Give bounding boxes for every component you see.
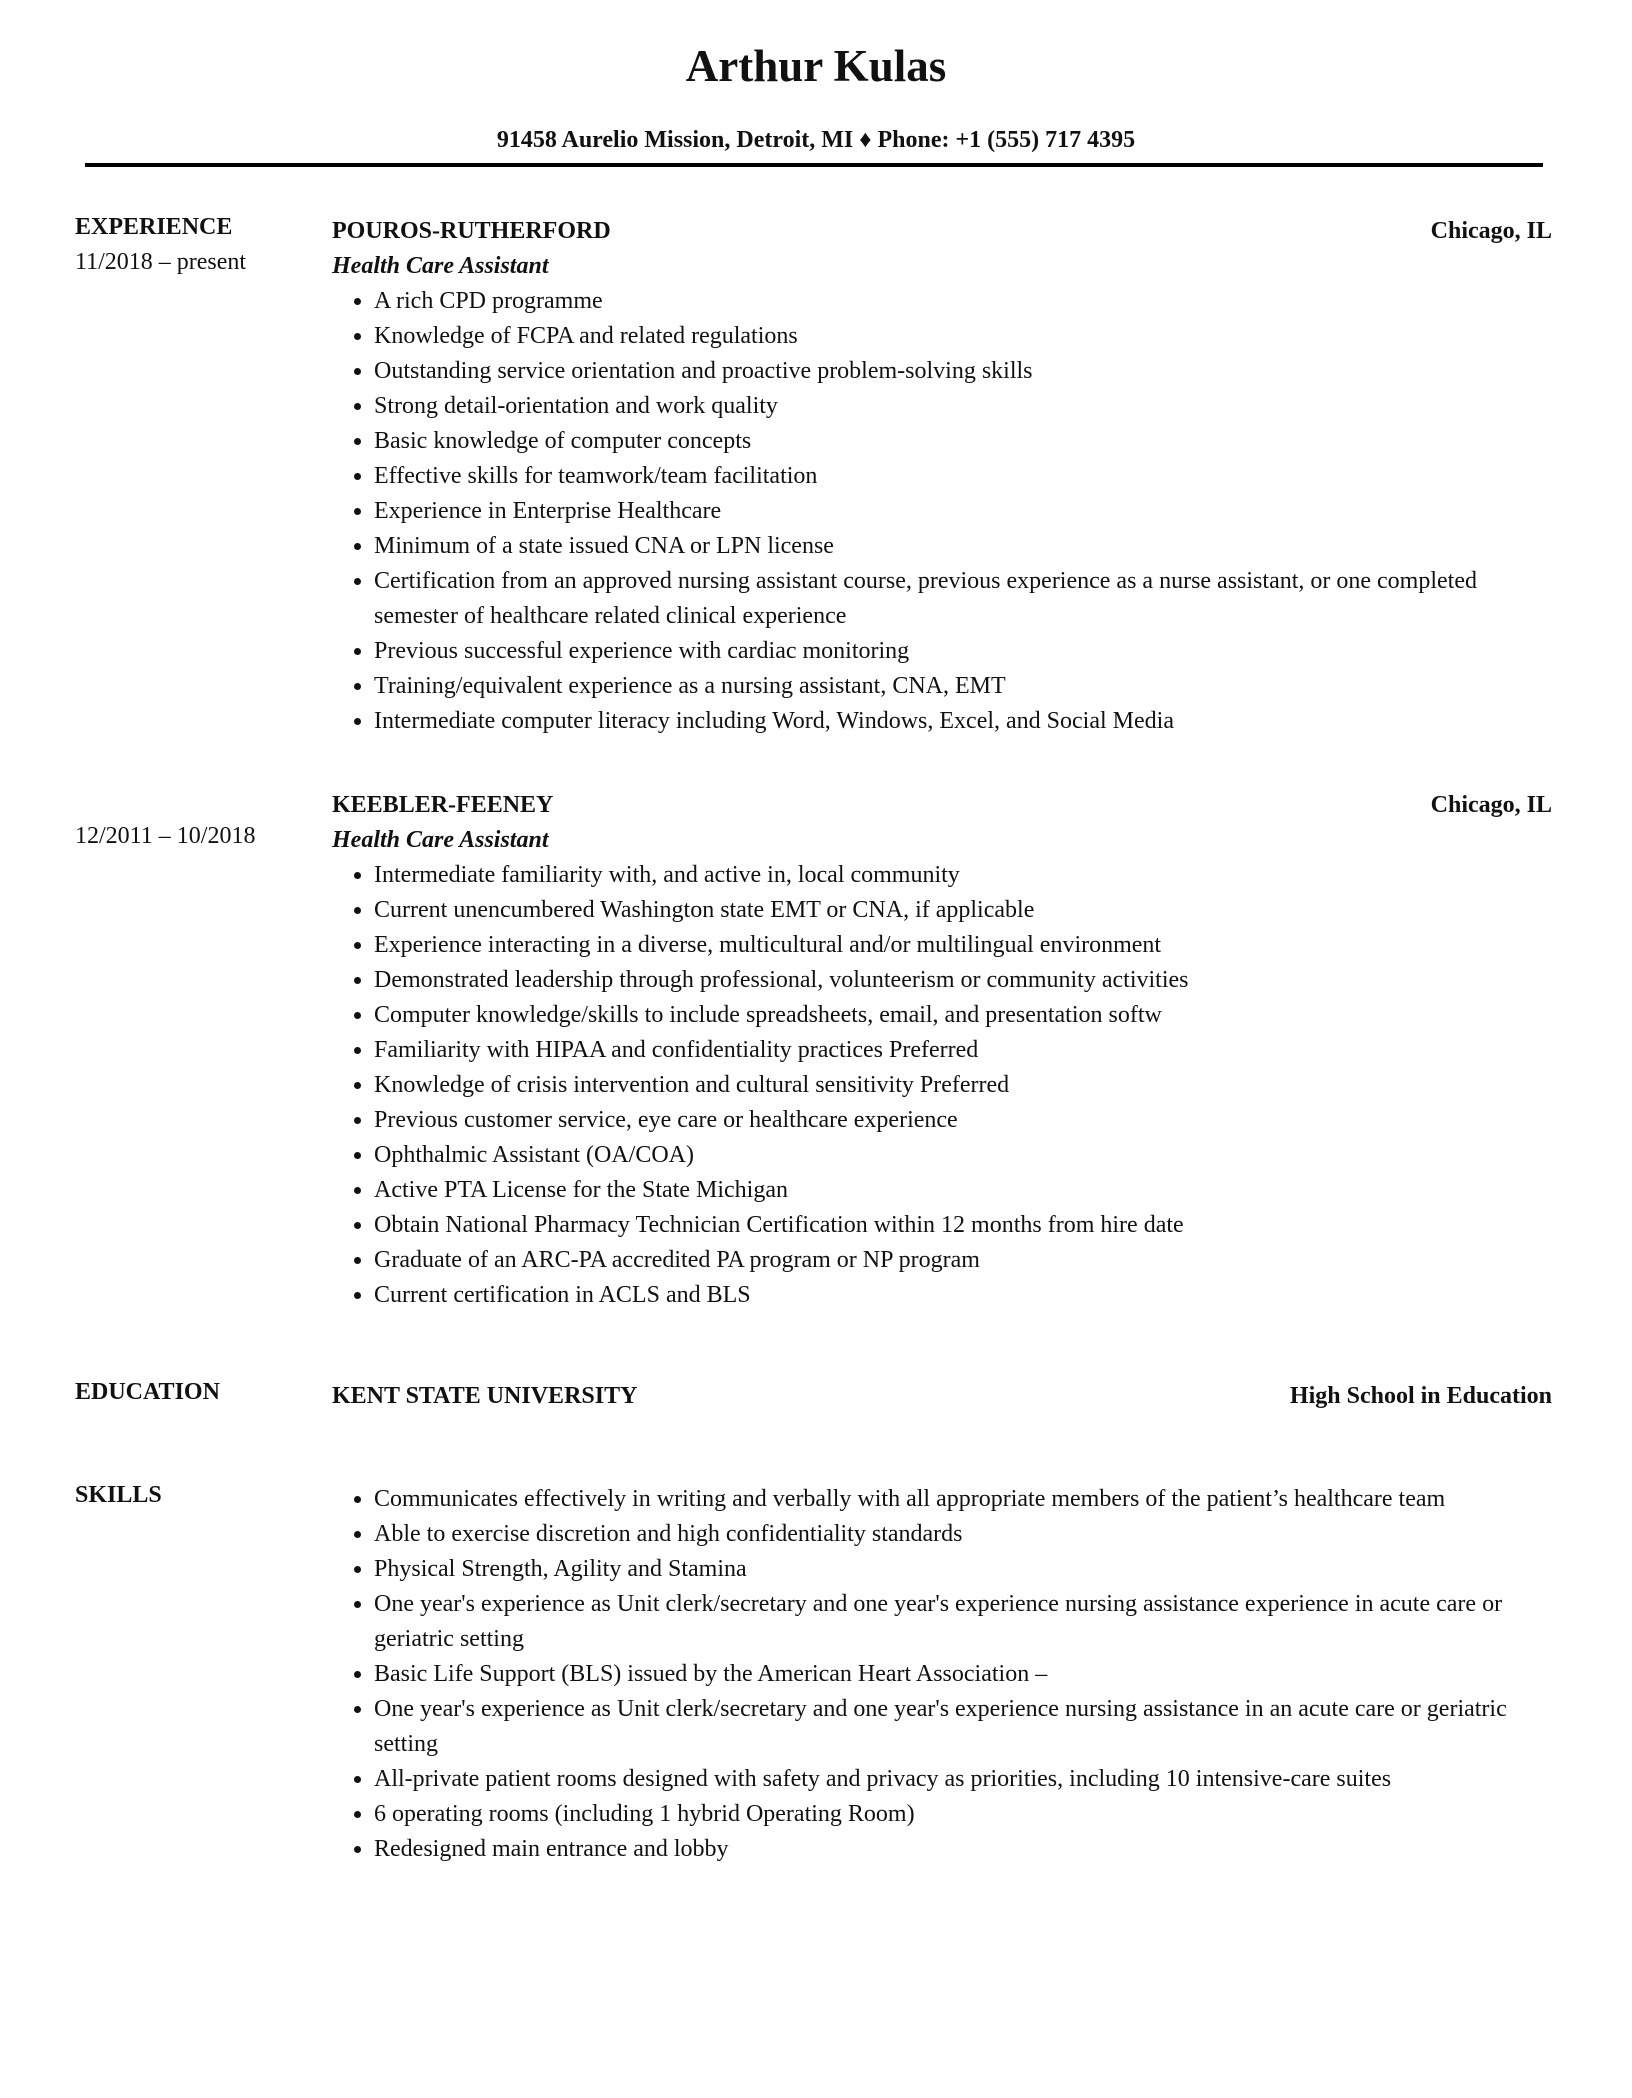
- bullet-item: • Previous customer service, eye care or healthcare experience: [374, 1103, 1552, 1138]
- job-title: Health Care Assistant: [332, 253, 549, 279]
- degree: High School in Education: [1289, 1383, 1552, 1409]
- job-dates: 11/2018 – present: [75, 249, 247, 275]
- bullet-item: • Experience interacting in a diverse, multicultural and/or multilingual environment: [374, 928, 1552, 963]
- bullet-item: • Certification from an approved nursing assistant course, previous experience as a nurse assistant, or one completed semester of healthcare related clinical experience: [374, 564, 1552, 634]
- candidate-name: Arthur Kulas: [685, 41, 947, 91]
- job-location: Chicago, IL: [1430, 792, 1552, 818]
- bullet-item: • Outstanding service orientation and proactive problem-solving skills: [374, 354, 1552, 389]
- school-name: KENT STATE UNIVERSITY: [332, 1383, 638, 1409]
- bullet-item: • Current certification in ACLS and BLS: [374, 1278, 1552, 1313]
- section-label-skills: SKILLS: [75, 1482, 162, 1508]
- section-label-experience: EXPERIENCE: [75, 214, 233, 240]
- bullet-item: • Graduate of an ARC-PA accredited PA program or NP program: [374, 1243, 1552, 1278]
- experience-job-2: [75, 788, 1552, 1313]
- bullet-item: • One year's experience as Unit clerk/secretary and one year's experience nursing assistance in an acute care or geriatric setting: [374, 1692, 1552, 1762]
- bullet-item: • Physical Strength, Agility and Stamina: [374, 1552, 1552, 1587]
- bullet-item: • Communicates effectively in writing and verbally with all appropriate members of the patient’s healthcare team: [374, 1482, 1552, 1517]
- header-divider: [85, 163, 1543, 167]
- bullet-item: • Redesigned main entrance and lobby: [374, 1832, 1552, 1867]
- bullet-item: • Current unencumbered Washington state EMT or CNA, if applicable: [374, 893, 1552, 928]
- company-name: POUROS-RUTHERFORD: [332, 218, 611, 244]
- bullet-item: • Obtain National Pharmacy Technician Certification within 12 months from hire date: [374, 1208, 1552, 1243]
- job-bullets: [332, 284, 1552, 739]
- company-name: KEEBLER-FEENEY: [332, 792, 554, 818]
- bullet-item: • Able to exercise discretion and high confidentiality standards: [374, 1517, 1552, 1552]
- bullet-item: • A rich CPD programme: [374, 284, 1552, 319]
- bullet-item: • Experience in Enterprise Healthcare: [374, 494, 1552, 529]
- bullet-item: • Basic Life Support (BLS) issued by the American Heart Association –: [374, 1657, 1552, 1692]
- bullet-item: • Intermediate computer literacy including Word, Windows, Excel, and Social Media: [374, 704, 1552, 739]
- bullet-item: • Familiarity with HIPAA and confidentiality practices Preferred: [374, 1033, 1552, 1068]
- experience-job-1: [75, 214, 1552, 739]
- job-location: Chicago, IL: [1430, 218, 1552, 244]
- bullet-item: • Minimum of a state issued CNA or LPN license: [374, 529, 1552, 564]
- bullet-item: • Computer knowledge/skills to include spreadsheets, email, and presentation softw: [374, 998, 1552, 1033]
- bullet-item: • Knowledge of FCPA and related regulations: [374, 319, 1552, 354]
- bullet-item: • 6 operating rooms (including 1 hybrid Operating Room): [374, 1797, 1552, 1832]
- job-title: Health Care Assistant: [332, 827, 549, 853]
- bullet-item: • All-private patient rooms designed with safety and privacy as priorities, including 10 intensive-care suites: [374, 1762, 1552, 1797]
- education-section: [75, 1379, 1552, 1414]
- bullet-item: • Training/equivalent experience as a nursing assistant, CNA, EMT: [374, 669, 1552, 704]
- job-bullets: [332, 858, 1552, 1313]
- bullet-item: • Effective skills for teamwork/team facilitation: [374, 459, 1552, 494]
- section-label-education: EDUCATION: [75, 1379, 220, 1405]
- skills-bullets: [332, 1482, 1552, 1867]
- skills-section: [75, 1482, 1552, 1867]
- bullet-item: • Demonstrated leadership through professional, volunteerism or community activities: [374, 963, 1552, 998]
- bullet-item: • Active PTA License for the State Michigan: [374, 1173, 1552, 1208]
- bullet-item: • One year's experience as Unit clerk/secretary and one year's experience nursing assistance experience in acute care or geriatric setting: [374, 1587, 1552, 1657]
- bullet-item: • Basic knowledge of computer concepts: [374, 424, 1552, 459]
- bullet-item: • Intermediate familiarity with, and active in, local community: [374, 858, 1552, 893]
- bullet-item: • Ophthalmic Assistant (OA/COA): [374, 1138, 1552, 1173]
- contact-line: 91458 Aurelio Mission, Detroit, MI ♦ Phone: +1 (555) 717 4395: [496, 127, 1136, 153]
- bullet-item: • Knowledge of crisis intervention and cultural sensitivity Preferred: [374, 1068, 1552, 1103]
- job-dates: 12/2011 – 10/2018: [75, 823, 256, 849]
- bullet-item: • Previous successful experience with cardiac monitoring: [374, 634, 1552, 669]
- bullet-item: • Strong detail-orientation and work quality: [374, 389, 1552, 424]
